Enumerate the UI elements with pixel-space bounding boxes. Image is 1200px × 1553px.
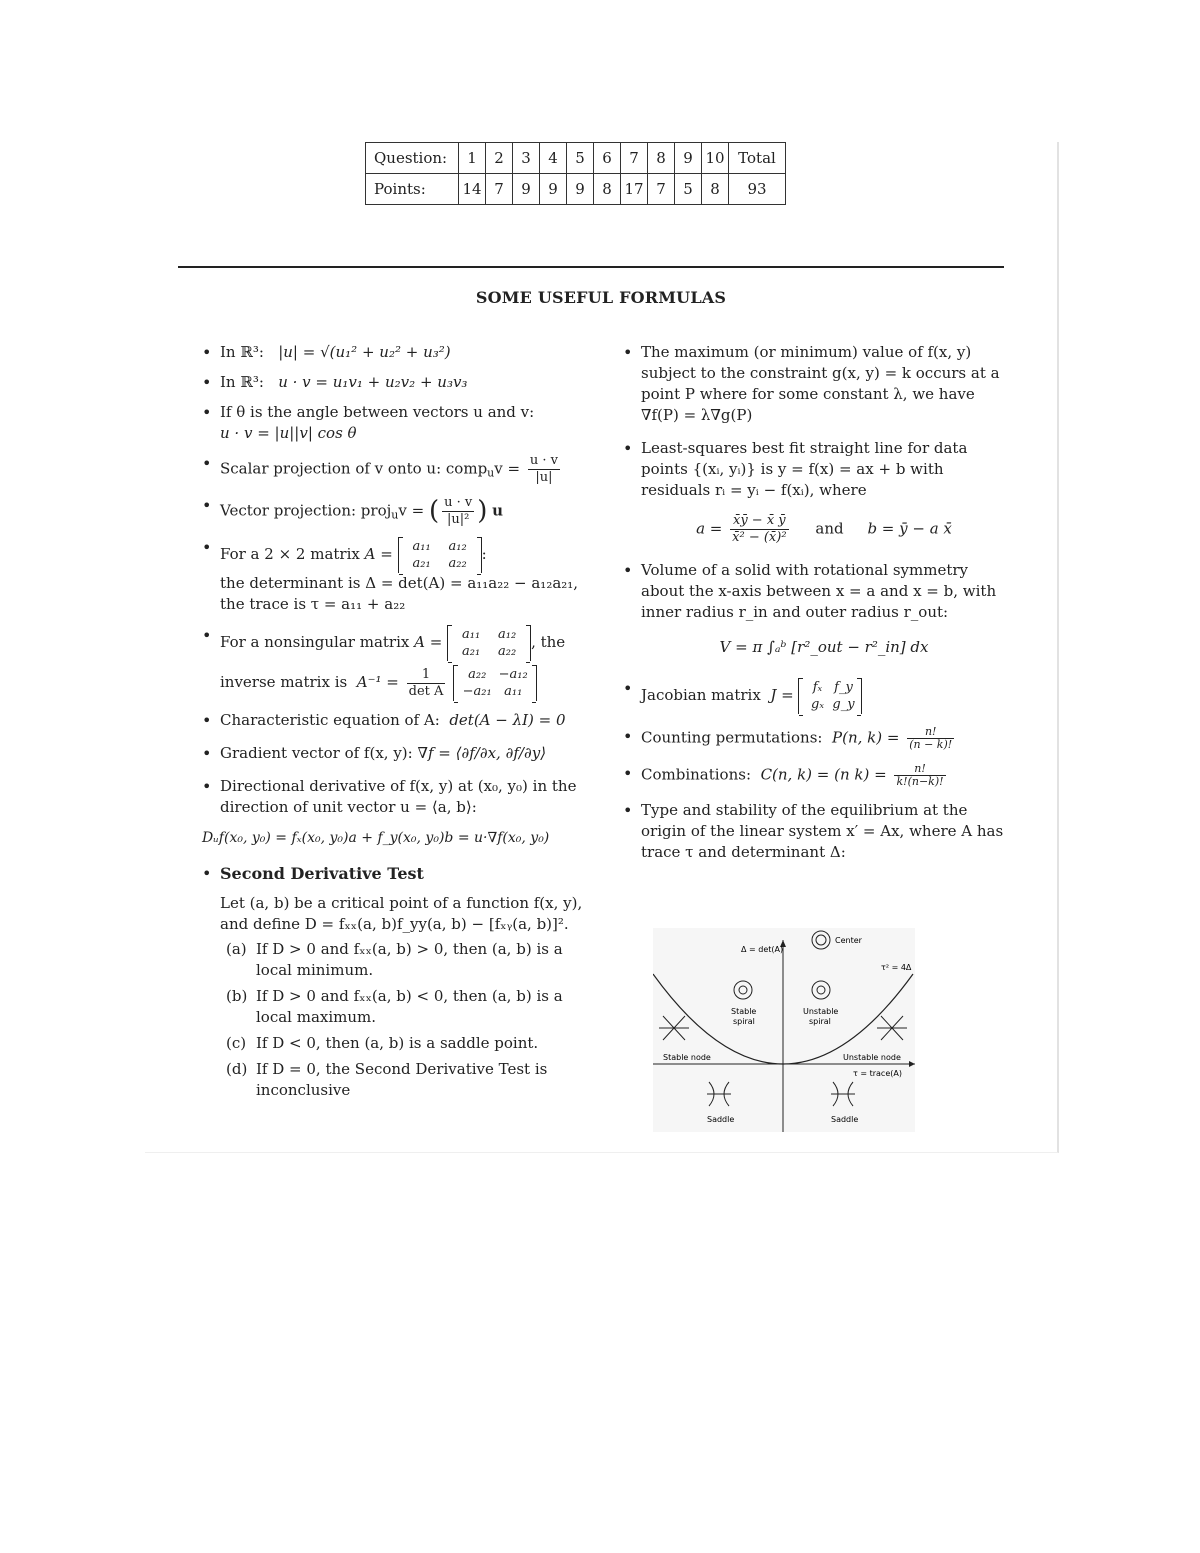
formulas-heading: SOME USEFUL FORMULAS (475, 288, 727, 307)
formula-math: u · v = u₁v₁ + u₂v₂ + u₃v₃ (278, 373, 468, 391)
points-cell: 8 (594, 174, 621, 205)
list-tag: (b) (226, 987, 248, 1005)
fraction-numerator: u · v (529, 453, 558, 468)
formula-math: P(n, k) = (832, 728, 900, 747)
horizontal-rule (178, 266, 1004, 268)
list-item (226, 1059, 592, 1101)
list-tag: (d) (226, 1060, 248, 1078)
determinant-text: the determinant is Δ = det(A) = a₁₁a₂₂ − a₁₂a₂₁, (220, 574, 579, 592)
question-cell: 7 (621, 143, 648, 174)
left-formula-column (202, 342, 592, 1110)
matrix-entry: fₓ (812, 680, 823, 695)
saddle-right-label: Saddle (831, 1115, 859, 1124)
formula-math: ∇f = ⟨∂f/∂x, ∂f/∂y⟩ (417, 744, 547, 762)
fraction-denominator: det A (408, 683, 444, 699)
formula-item-volume (623, 560, 1007, 658)
saddle-left-label: Saddle (707, 1115, 735, 1124)
list-text: If D = 0, the Second Derivative Test is inconclusive (256, 1060, 548, 1099)
unstable-spiral-label: Unstable (803, 1007, 839, 1016)
table-header-label: Question: (366, 143, 459, 174)
points-cell: 7 (486, 174, 513, 205)
formula-math: C(n, k) = (n k) = (760, 765, 887, 784)
points-cell: 7 (648, 174, 675, 205)
trace-determinant-diagram (653, 928, 915, 1132)
formula-item-least-squares (623, 438, 1007, 546)
formula-text: For a 2 × 2 matrix (220, 545, 360, 563)
matrix-entry: g_y (832, 697, 855, 712)
fraction-numerator: 1 (407, 667, 446, 684)
formula-math: A = (414, 633, 443, 651)
question-cell: 9 (675, 143, 702, 174)
formula-math: J = (770, 686, 794, 704)
fraction-denominator: k!(n−k)! (896, 775, 944, 788)
formula-prefix: In ℝ³: (220, 373, 264, 391)
formula-item-gradient (202, 743, 592, 764)
formula-text: Least-squares best fit straight line for data points {(xᵢ, yᵢ)} is y = f(x) = ax + b with residuals rᵢ = yᵢ − f(xᵢ), where (641, 439, 968, 499)
matrix-entry: a₂₂ (448, 556, 467, 571)
matrix-entry: a₂₁ (412, 556, 431, 571)
formula-subscript: u (391, 508, 399, 522)
question-cell: 6 (594, 143, 621, 174)
formula-item-jacobian (623, 678, 1007, 714)
formula-item-2x2-matrix: • For a 2 × 2 matrix A = a₁₁ a₁₂ a₂₁ a₂₂ : the determinant is Δ = det(A) = a₁₁a₂₂ − a₁₂a₂₁, the trace is τ = a₁₁ + a₂₂ (202, 537, 592, 615)
formula-item-angle (202, 402, 592, 444)
parabola-label: τ² = 4Δ (881, 963, 912, 972)
formula-text: inverse matrix is (220, 673, 348, 691)
matrix-entry: a₁₂ (497, 627, 517, 642)
fraction-denominator: |u|² (447, 512, 470, 527)
total-points-cell: 93 (729, 174, 786, 205)
question-cell: 2 (486, 143, 513, 174)
formula-item-dot-product (202, 372, 592, 393)
score-table (365, 142, 786, 205)
formula-math: a = (696, 519, 723, 538)
formula-text: Characteristic equation of A: (220, 711, 440, 729)
fraction-denominator: x̄² − (x̄)² (732, 530, 787, 545)
matrix-a (398, 537, 482, 573)
formula-math: Dᵤf(x₀, y₀) = fₓ(x₀, y₀)a + f_y(x₀, y₀)b = u·∇f(x₀, y₀) (202, 830, 550, 846)
formula-text: Combinations: (641, 765, 752, 784)
formula-item-vector-projection: • Vector projection: proj$_u$v = ( $\frac{u \cdot v}{\text{|u|²}}$ ) u (202, 495, 592, 528)
formula-math: V = π ∫ₐᵇ [r²_out − r²_in] dx (719, 638, 929, 656)
formula-text: , the (531, 633, 566, 651)
matrix-inverse (453, 665, 537, 701)
formula-item-directional-derivative (202, 776, 592, 849)
question-cell: 1 (459, 143, 486, 174)
stable-spiral-label-2: spiral (733, 1017, 755, 1026)
fraction-numerator: n! (894, 763, 945, 776)
list-text: If D > 0 and fₓₓ(a, b) < 0, then (a, b) is a local maximum. (256, 987, 563, 1026)
points-cell: 9 (567, 174, 594, 205)
least-squares-display (641, 513, 1007, 546)
formula-item-combinations (623, 763, 1007, 788)
score-table-row-points (366, 174, 786, 205)
unstable-node-label: Unstable node (843, 1053, 901, 1062)
formula-text: Let (a, b) be a critical point of a function f(x, y), and define D = fₓₓ(a, b)f_yy(a, b) − [fₓᵧ(a, b)]². (220, 894, 583, 933)
list-text: If D < 0, then (a, b) is a saddle point. (256, 1034, 539, 1052)
formula-text: Vector projection: proj (220, 501, 392, 520)
fraction (730, 513, 788, 546)
fraction-numerator: x̄ȳ − x̄ ȳ (730, 513, 788, 530)
list-item (226, 986, 592, 1028)
formula-item-permutations (623, 726, 1007, 751)
matrix-entry: −a₁₂ (498, 667, 528, 682)
list-item (226, 939, 592, 981)
fraction (528, 453, 560, 486)
stable-node-label: Stable node (663, 1053, 711, 1062)
formula-math: A = (364, 545, 393, 563)
diagram-background (653, 928, 915, 1132)
question-cell: 5 (567, 143, 594, 174)
points-cell: 9 (540, 174, 567, 205)
formula-math: A⁻¹ = (356, 673, 399, 691)
matrix-entry: a₂₂ (497, 644, 517, 659)
trace-text: the trace is τ = a₁₁ + a₂₂ (220, 595, 406, 613)
formula-text: If θ is the angle between vectors u and v: (220, 403, 535, 421)
matrix-entry: f_y (834, 680, 853, 695)
stable-spiral-label: Stable (731, 1007, 757, 1016)
question-cell: 10 (702, 143, 729, 174)
fraction-numerator: u · v (444, 495, 473, 510)
points-cell: 14 (459, 174, 486, 205)
fraction (442, 495, 474, 528)
matrix-entry: gₓ (811, 697, 824, 712)
tau-axis-label: τ = trace(A) (853, 1069, 902, 1078)
fraction-denominator: |u| (535, 470, 553, 485)
formula-math: v = (398, 501, 425, 520)
points-cell: 17 (621, 174, 648, 205)
formula-text: Scalar projection of v onto u: comp (220, 459, 488, 478)
points-cell: 9 (513, 174, 540, 205)
matrix-entry: a₂₁ (461, 644, 481, 659)
jacobian-matrix (798, 678, 862, 714)
formula-text: Counting permutations: (641, 728, 823, 747)
formula-item-second-derivative-test (202, 863, 592, 1101)
formula-math: det(A − λI) = 0 (449, 711, 566, 729)
unstable-spiral-label-2: spiral (809, 1017, 831, 1026)
matrix-a (447, 625, 531, 661)
formula-text: For a nonsingular matrix (220, 633, 410, 651)
question-cell: 3 (513, 143, 540, 174)
question-cell: 8 (648, 143, 675, 174)
score-table-row-questions (366, 143, 786, 174)
section-title: Second Derivative Test (220, 864, 424, 883)
formula-item-lagrange (623, 342, 1007, 426)
fraction (907, 726, 954, 751)
formula-subscript: u (487, 466, 495, 480)
formula-text: The maximum (or minimum) value of f(x, y) subject to the constraint g(x, y) = k occurs at a point P where for some constant λ, we have ∇f(P) = λ∇g(P) (641, 343, 1000, 424)
list-item (226, 1033, 592, 1054)
formula-math: b = ȳ − a x̄ (867, 519, 952, 538)
formula-math: |u| = √(u₁² + u₂² + u₃²) (278, 343, 451, 361)
matrix-entry: a₂₂ (468, 667, 487, 682)
fraction-denominator: (n − k)! (909, 738, 953, 751)
document-page (145, 142, 1059, 1153)
question-cell: 4 (540, 143, 567, 174)
matrix-entry: −a₂₁ (462, 684, 492, 699)
matrix-entry: a₁₁ (461, 627, 481, 642)
formula-text: Gradient vector of f(x, y): (220, 744, 413, 762)
formula-prefix: In ℝ³: (220, 343, 264, 361)
formula-text: Volume of a solid with rotational symmetry about the x-axis between x = a and x = b, with inner radius r_in and outer radius r_out: (641, 561, 997, 621)
points-cell: 8 (702, 174, 729, 205)
matrix-entry: a₁₁ (412, 539, 431, 554)
center-label: Center (835, 936, 862, 945)
points-cell: 5 (675, 174, 702, 205)
formula-math: v = (494, 459, 521, 478)
right-formula-column (623, 342, 1007, 872)
formula-text: Directional derivative of f(x, y) at (x₀, y₀) in the direction of unit vector u = ⟨a, b⟩: (220, 777, 577, 816)
formula-text: Jacobian matrix (641, 686, 761, 704)
formula-item-inverse-matrix (202, 625, 592, 701)
formula-text: Type and stability of the equilibrium at the origin of the linear system x′ = Ax, where A has trace τ and determinant Δ: (641, 801, 1004, 861)
matrix-entry: a₁₂ (448, 539, 467, 554)
fraction (894, 763, 945, 788)
formula-math: u (492, 501, 504, 520)
formula-item-equilibrium (623, 800, 1007, 863)
total-header-cell: Total (729, 143, 786, 174)
formula-math: u · v = |u||v| cos θ (220, 424, 357, 442)
delta-axis-label: Δ = det(A) (741, 945, 784, 954)
criteria-list (226, 939, 592, 1101)
formula-text: and (815, 519, 844, 538)
formula-item-norm (202, 342, 592, 363)
formula-item-characteristic (202, 710, 592, 731)
matrix-entry: a₁₁ (504, 684, 523, 699)
list-tag: (c) (226, 1034, 247, 1052)
list-text: If D > 0 and fₓₓ(a, b) > 0, then (a, b) is a local minimum. (256, 940, 563, 979)
points-row-label: Points: (366, 174, 459, 205)
fraction (407, 667, 446, 700)
fraction-numerator: n! (907, 726, 954, 739)
formula-item-scalar-projection (202, 453, 592, 486)
list-tag: (a) (226, 940, 247, 958)
